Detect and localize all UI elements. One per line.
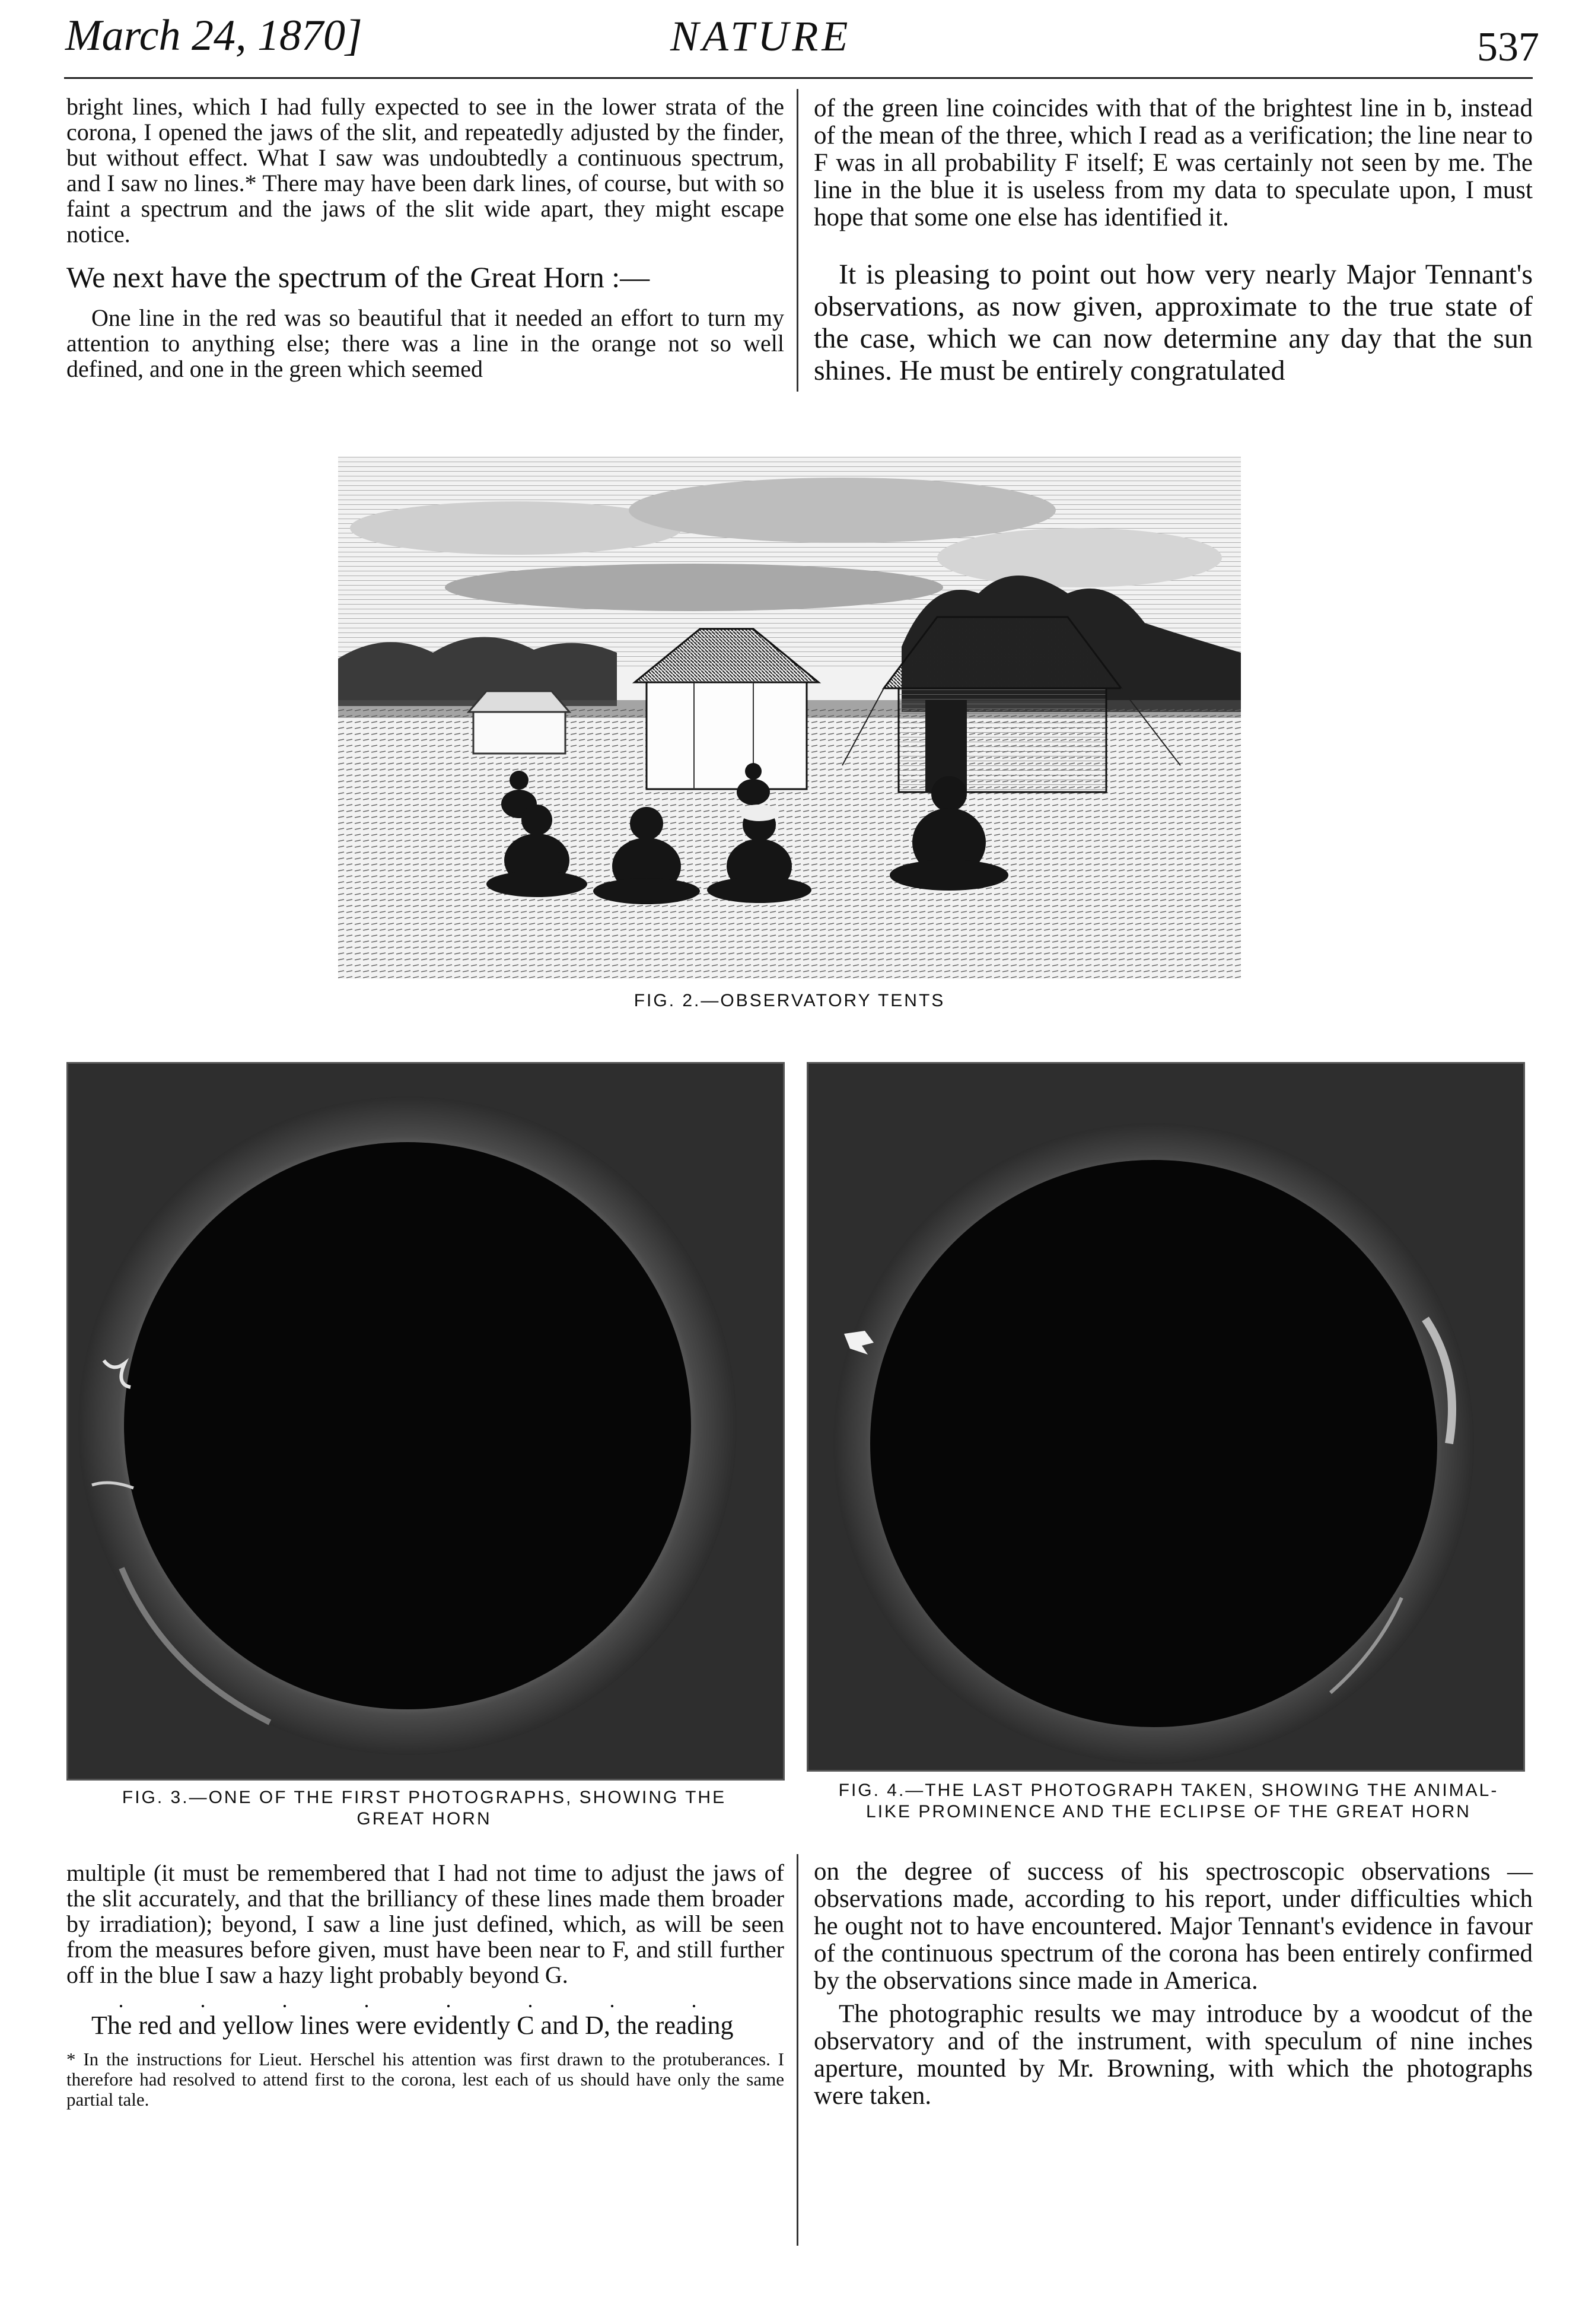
page-number: 537 — [1477, 24, 1539, 70]
fig3-caption: FIG. 3.—ONE OF THE FIRST PHOTOGRAPHS, SHOWING THE GREAT HORN — [122, 1788, 727, 1829]
top-left-paragraph-2: One line in the red was so beautiful that it needed an effort to turn my attention to anything else; there was a line in the orange not so well defined, and one in the green which seemed — [66, 304, 784, 382]
issue-date: March 24, 1870] — [65, 11, 362, 60]
column-divider-bottom — [797, 1854, 798, 2246]
eclipse-photograph-fig4 — [807, 1062, 1525, 1772]
bottom-left-paragraph-1: multiple (it must be remembered that I had not time to adjust the jaws of the slit accurately, and that the brilliancy of these lines made them broader by irradiation); beyond, I saw a line just defined, which, as will be seen from the measures before given, must have been near to F, and still further off in the blue I saw a hazy light probably beyond G. — [66, 1859, 784, 1988]
bottom-right-paragraph-1: on the degree of success of his spectroscopic observations —observations made, according to his report, under difficulties which he ought not to have encountered. Major Tennant's evidence in favour of the continuous spectrum of the corona has been entirely confirmed by the observations since made in America. — [814, 1858, 1533, 1995]
top-left-column — [66, 94, 784, 381]
bottom-right-column — [814, 1858, 1533, 2110]
footnote: * In the instructions for Lieut. Herschel his attention was first drawn to the protuberances. I therefore had resolved to attend first to the corona, lest each of us should have only the same partial tale. — [66, 2049, 784, 2110]
column-divider-top — [797, 89, 798, 392]
top-right-paragraph-1: of the green line coincides with that of the brightest line in b, instead of the mean of the three, which I read as a verification; the line near to F was in all probability F itself; E was certainly not seen by me. The line in the blue it is useless from my data to speculate upon, I must hope that some one else has identified it. — [814, 94, 1533, 231]
top-left-subheading: We next have the spectrum of the Great Horn :— — [66, 260, 650, 294]
bottom-left-column — [66, 1860, 784, 2110]
top-left-paragraph-1: bright lines, which I had fully expected to see in the lower strata of the corona, I opened the jaws of the slit, and repeatedly adjusted by the finder, but without effect. What I saw was undoubtedly a continuous spectrum, and I saw no lines.* There may have been dark lines, of course, but with so faint a spectrum and the jaws of the slit wide apart, they might escape notice. — [66, 93, 784, 247]
bottom-left-paragraph-2: The red and yellow lines were evidently C and D, the reading — [91, 2011, 734, 2040]
fig2-caption: FIG. 2.—OBSERVATORY TENTS — [633, 991, 945, 1010]
header-rule — [64, 77, 1533, 79]
top-right-column — [814, 95, 1533, 387]
top-right-paragraph-2: It is pleasing to point out how very nearly Major Tennant's observations, as now given, approximate to the true state of the case, which we can now determine any day that the sun shines. He must be entirely congratulated — [814, 259, 1533, 386]
journal-title: NATURE — [670, 12, 852, 60]
eclipse-photograph-fig3 — [66, 1062, 785, 1781]
bottom-right-paragraph-2: The photographic results we may introduce by a woodcut of the observatory and of the instrument, with speculum of nine inches aperture, mounted by Mr. Browning, with which the photographs were taken. — [814, 2000, 1533, 2110]
observatory-tents-engraving — [338, 457, 1241, 979]
ellipsis-dots: . . . . . . . . — [118, 1988, 733, 2012]
fig4-caption: FIG. 4.—THE LAST PHOTOGRAPH TAKEN, SHOWING THE ANIMAL-LIKE PROMINENCE AND THE ECLIPSE OF THE GREAT HORN — [838, 1781, 1499, 1821]
